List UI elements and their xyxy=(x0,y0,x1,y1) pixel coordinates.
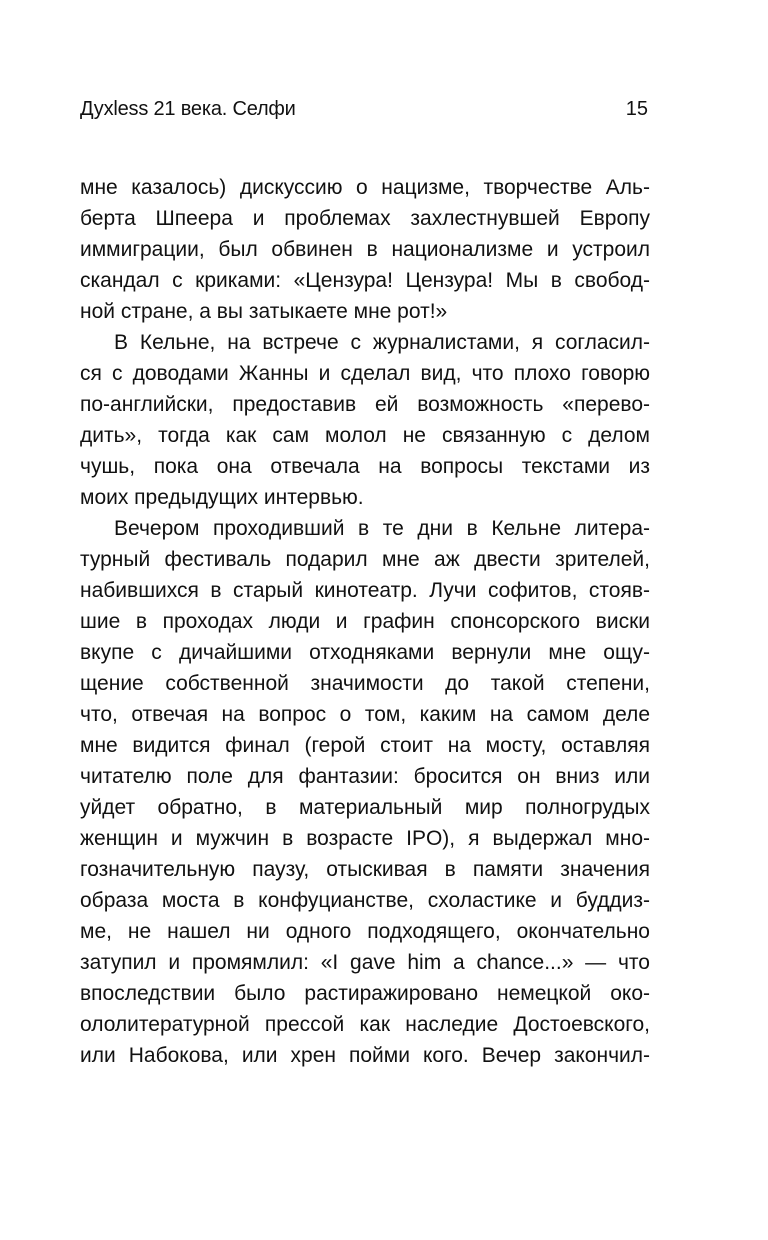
text-line: по-английски, предоставив ей возможность «перево- xyxy=(80,393,650,416)
page-number: 15 xyxy=(625,98,648,120)
text-line: ололитературной прессой как наследие Достоевского, xyxy=(80,1013,650,1036)
text-line: мне казалось) дискуссию о нацизме, творчестве Аль- xyxy=(80,176,650,199)
text-line: щение собственной значимости до такой степени, xyxy=(80,672,650,695)
text-line: что, отвечая на вопрос о том, каким на самом деле xyxy=(80,703,650,726)
text-line: уйдет обратно, в материальный мир полногрудых xyxy=(80,796,650,819)
text-line: мне видится финал (герой стоит на мосту, оставляя xyxy=(80,734,650,757)
text-line: Вечером проходивший в те дни в Кельне литера- xyxy=(114,517,650,540)
text-line: гозначительную паузу, отыскивая в памяти значения xyxy=(80,858,650,881)
text-line: впоследствии было растиражировано немецкой око- xyxy=(80,982,650,1005)
text-line: чушь, пока она отвечала на вопросы текстами из xyxy=(80,455,650,478)
text-line: ной стране, а вы затыкаете мне рот!» xyxy=(80,300,448,323)
running-title: Духless 21 века. Селфи xyxy=(80,98,296,120)
text-line: иммиграции, был обвинен в национализме и устроил xyxy=(80,238,650,261)
text-line: набившихся в старый кинотеатр. Лучи софитов, стояв- xyxy=(80,579,650,602)
text-line: шие в проходах люди и графин спонсорского виски xyxy=(80,610,650,633)
body-text xyxy=(80,172,650,1071)
text-line: женщин и мужчин в возрасте IPO), я выдержал мно- xyxy=(80,827,650,850)
text-line: читателю поле для фантазии: бросится он вниз или xyxy=(80,765,650,788)
text-line: ме, не нашел ни одного подходящего, окончательно xyxy=(80,920,650,943)
text-line: вкупе с дичайшими отходняками вернули мне ощу- xyxy=(80,641,650,664)
text-line: затупил и промямлил: «I gave him a chance...» — что xyxy=(80,951,650,974)
text-line: В Кельне, на встрече с журналистами, я согласил- xyxy=(114,331,650,354)
text-line: моих предыдущих интервью. xyxy=(80,486,364,509)
text-line: турный фестиваль подарил мне аж двести зрителей, xyxy=(80,548,650,571)
text-line: образа моста в конфуцианстве, схоластике и буддиз- xyxy=(80,889,650,912)
text-line: скандал с криками: «Цензура! Цензура! Мы в свобод- xyxy=(80,269,650,292)
text-line: берта Шпеера и проблемах захлестнувшей Европу xyxy=(80,207,650,230)
text-line: или Набокова, или хрен пойми кого. Вечер закончил- xyxy=(80,1044,650,1067)
text-line: дить», тогда как сам молол не связанную с делом xyxy=(80,424,650,447)
text-line: ся с доводами Жанны и сделал вид, что плохо говорю xyxy=(80,362,650,385)
